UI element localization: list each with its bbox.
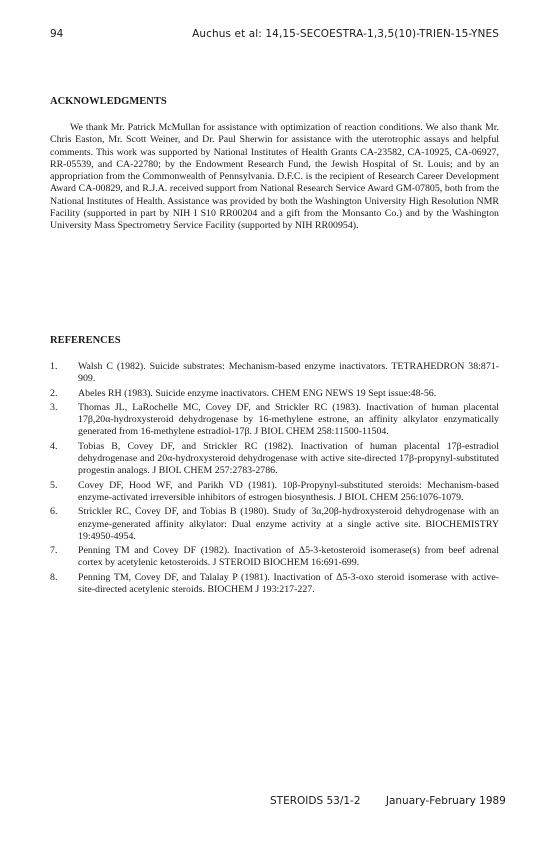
page-footer [270, 795, 506, 807]
reference-item [50, 388, 499, 400]
reference-number: 2. [50, 387, 58, 399]
reference-number: 7. [50, 545, 58, 557]
reference-text: Penning TM and Covey DF (1982). Inactivation of Δ5-3-ketosteroid isomerase(s) from beef adrenal cortex by acetylenic ketosteroids. J STEROID BIOCHEM 16:691-699. [78, 545, 499, 569]
references-heading: REFERENCES [50, 335, 121, 346]
reference-number: 6. [50, 506, 58, 518]
issue-date: January-February 1989 [385, 795, 506, 807]
reference-item [50, 545, 499, 570]
reference-number: 5. [50, 479, 58, 491]
reference-item [50, 402, 499, 439]
acknowledgments-heading: ACKNOWLEDGMENTS [50, 96, 167, 107]
reference-item [50, 572, 499, 597]
reference-item [50, 441, 499, 478]
reference-text: Covey DF, Hood WF, and Parikh VD (1981). 10β-Propynyl-substituted steroids: Mechanism-based enzyme-activated irreversible inhibitors of estrogen biosynthesis. J BIOL CHEM 256:1076-1079. [78, 479, 499, 503]
journal-citation: STEROIDS 53/1-2 [270, 795, 361, 807]
reference-number: 1. [50, 361, 58, 372]
reference-number: 3. [50, 401, 58, 413]
reference-number: 8. [50, 571, 58, 583]
reference-text: Penning TM, Covey DF, and Talalay P (1981). Inactivation of Δ5-3-oxo steroid isomerase with active-site-directed acetylenic steroids. BIOCHEM J 193:217-227. [78, 571, 499, 596]
reference-text: Walsh C (1982). Suicide substrates: Mechanism-based enzyme inactivators. TETRAHEDRON 38:871-909. [78, 361, 499, 385]
reference-number: 4. [50, 440, 58, 452]
reference-text: Thomas JL, LaRochelle MC, Covey DF, and Strickler RC (1983). Inactivation of human placental 17β,20α-hydroxysteroid dehydrogenase by 16-methylene estrone, an affinity alkylator enzymatically generated from 16-methylene estradiol-17β. J BIOL CHEM 258:11500-11504. [78, 401, 499, 438]
acknowledgments-body: We thank Mr. Patrick McMullan for assistance with optimization of reaction conditions. We also thank Mr. Chris Easton, Mr. Scott Weiner, and Dr. Paul Sherwin for assistance with the uterotrophic assays and helpful comments. This work was supported by National Institutes of Health Grants CA-23582, CA-10925, CA-06927, RR-05539, and CA-22780; by the Endowment Research Fund, the Jewish Hospital of St. Louis; and by an appropriation from the Commonwealth of Pennsylvania. D.F.C. is the recipient of Research Career Development Award CA-00829, and R.J.A. received support from National Research Service Award GM-07805, both from the National Institutes of Health. Assistance was provided by both the Washington University High Resolution NMR Facility (supported in part by NIH I S10 RR00204 and a gift from the Monsanto Co.) and by the Washington University Mass Spectrometry Service Facility (supported by NIH RR00954). [50, 122, 499, 232]
page-number: 94 [50, 28, 64, 40]
reference-item [50, 506, 499, 543]
reference-item [50, 361, 499, 386]
running-title: Auchus et al: 14,15-SECOESTRA-1,3,5(10)-TRIEN-15-YNES [192, 28, 499, 40]
reference-item [50, 480, 499, 505]
reference-list [50, 361, 499, 598]
reference-text: Strickler RC, Covey DF, and Tobias B (1980). Study of 3α,20β-hydroxysteroid dehydrogenase with an enzyme-generated affinity alkylator: Dual enzyme activity at a single active site. BIOCHEMISTRY 19:4950-4954. [78, 506, 499, 542]
reference-text: Tobias B, Covey DF, and Strickler RC (1982). Inactivation of human placental 17β-estradiol dehydrogenase and 20α-hydroxysteroid dehydrogenase with active site-directed 17β-propynyl-substituted progestin analogs. J BIOL CHEM 257:2783-2786. [78, 440, 499, 477]
reference-text: Abeles RH (1983). Suicide enzyme inactivators. CHEM ENG NEWS 19 Sept issue:48-56. [78, 387, 437, 399]
